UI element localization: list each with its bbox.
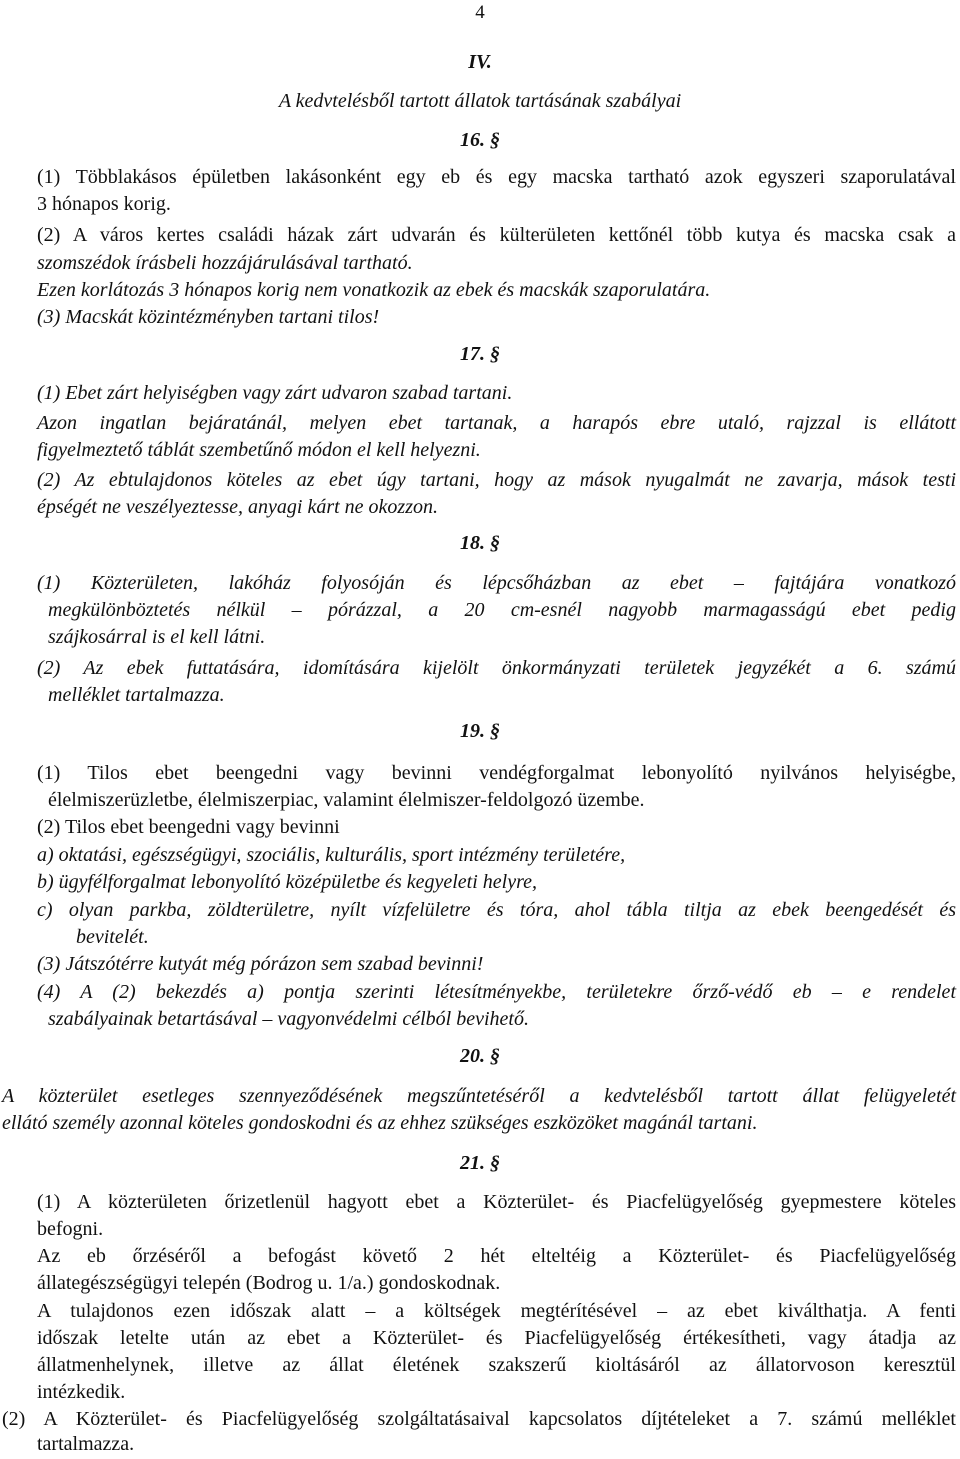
s16-para2-line2: szomszédok írásbeli hozzájárulásával tartható. bbox=[37, 252, 413, 274]
s20-para-line1: A közterület esetleges szennyeződésének megszűntetéséről a kedvtelésből tartott állat felügyeletét bbox=[2, 1085, 956, 1107]
s19-item-c-line1: c) olyan parkba, zöldterületre, nyílt vízfelületre és tóra, ahol tábla tiltja az ebek beengedését és bbox=[37, 899, 956, 921]
s16-para3: (3) Macskát közintézményben tartani tilos! bbox=[37, 306, 380, 328]
section-19-heading: 19. § bbox=[460, 720, 500, 742]
s19-para2: (2) Tilos ebet beengedni vagy bevinni bbox=[37, 816, 340, 838]
s16-para1-line1: (1) Többlakásos épületben lakásonként egy eb és egy macska tartható azok egyszeri szaporulatával bbox=[37, 166, 956, 188]
s16-para2-line3: Ezen korlátozás 3 hónapos korig nem vonatkozik az ebek és macskák szaporulatára. bbox=[37, 279, 711, 301]
s18-para1-line3: szájkosárral is el kell látni. bbox=[48, 626, 266, 648]
chapter-title: A kedvtelésből tartott állatok tartásának szabályai bbox=[278, 90, 682, 112]
s21-para1-line1: (1) A közterületen őrizetlenül hagyott ebet a Közterület- és Piacfelügyelőség gyepmestere köteles bbox=[37, 1191, 956, 1213]
s19-para1-line1: (1) Tilos ebet beengedni vagy bevinni vendégforgalmat lebonyolító nyilvános helyiségbe, bbox=[37, 762, 956, 784]
s21-para2-line1: (2) A Közterület- és Piacfelügyelőség szolgáltatásaival kapcsolatos díjtételeket a 7. számú melléklet bbox=[2, 1408, 956, 1430]
s19-para4-line1: (4) A (2) bekezdés a) pontja szerinti létesítményekbe, területekre őrző-védő eb – e rendelet bbox=[37, 981, 956, 1003]
s17-para2-line1: (2) Az ebtulajdonos köteles az ebet úgy tartani, hogy az mások nyugalmát ne zavarja, mások testi bbox=[37, 469, 956, 491]
s21-para1-line7: állatmenhelynek, illetve az állat életének szakszerű kioltásáról az állatorvoson keresztül bbox=[37, 1354, 956, 1376]
s21-para2-line2: tartalmazza. bbox=[37, 1433, 135, 1455]
s17-para1-line3: figyelmeztető táblát szembetűnő módon el kell helyezni. bbox=[37, 439, 481, 461]
s20-para-line2: ellátó személy azonnal köteles gondoskodni és az ehhez szükséges eszközöket magánál tartani. bbox=[2, 1112, 758, 1134]
s17-para1-line2: Azon ingatlan bejáratánál, melyen ebet tartanak, a harapós ebre utaló, rajzzal is ellátott bbox=[37, 412, 956, 434]
s19-para4-line2: szabályainak betartásával – vagyonvédelmi célból bevihető. bbox=[48, 1008, 529, 1030]
s19-item-c-line2: bevitelét. bbox=[76, 926, 149, 948]
section-17-heading: 17. § bbox=[460, 343, 500, 365]
s19-item-b: b) ügyfélforgalmat lebonyolító középületbe és kegyeleti helyre, bbox=[37, 871, 538, 893]
s21-para1-line2: befogni. bbox=[37, 1218, 104, 1240]
section-21-heading: 21. § bbox=[460, 1152, 500, 1174]
s19-item-a: a) oktatási, egészségügyi, szociális, kulturális, sport intézmény területére, bbox=[37, 844, 626, 866]
s21-para1-line4: állategészségügyi telepén (Bodrog u. 1/a.) gondoskodnak. bbox=[37, 1272, 501, 1294]
s21-para1-line3: Az eb őrzéséről a befogást követő 2 hét elteltéig a Közterület- és Piacfelügyelőség bbox=[37, 1245, 956, 1267]
s18-para1-line2: megkülönböztetés nélkül – pórázzal, a 20 cm-esnél nagyobb marmagasságú ebet pedig bbox=[48, 599, 956, 621]
s18-para2-line1: (2) Az ebek futtatására, idomítására kijelölt önkormányzati területek jegyzékét a 6. számú bbox=[37, 657, 956, 679]
s21-para1-line5: A tulajdonos ezen időszak alatt – a költségek megtérítésével – az ebet kiválthatja. A fenti bbox=[37, 1300, 956, 1322]
section-18-heading: 18. § bbox=[460, 532, 500, 554]
s21-para1-line8: intézkedik. bbox=[37, 1381, 126, 1403]
page-number: 4 bbox=[475, 2, 485, 23]
section-20-heading: 20. § bbox=[460, 1045, 500, 1067]
s16-para1-line2: 3 hónapos korig. bbox=[37, 193, 171, 215]
s18-para2-line2: melléklet tartalmazza. bbox=[48, 684, 225, 706]
section-16-heading: 16. § bbox=[460, 129, 500, 151]
s19-para3: (3) Játszótérre kutyát még pórázon sem szabad bevinni! bbox=[37, 953, 484, 975]
chapter-number: IV. bbox=[468, 51, 492, 73]
s17-para1-line1: (1) Ebet zárt helyiségben vagy zárt udvaron szabad tartani. bbox=[37, 382, 513, 404]
s17-para2-line2: épségét ne veszélyeztesse, anyagi kárt ne okozzon. bbox=[37, 496, 438, 518]
s19-para1-line2: élelmiszerüzletbe, élelmiszerpiac, valamint élelmiszer-feldolgozó üzembe. bbox=[48, 789, 645, 811]
s16-para2-line1: (2) A város kertes családi házak zárt udvarán és külterületen kettőnél több kutya és macska csak a bbox=[37, 224, 956, 246]
s18-para1-line1: (1) Közterületen, lakóház folyosóján és lépcsőházban az ebet – fajtájára vonatkozó bbox=[37, 572, 956, 594]
s21-para1-line6: időszak letelte után az ebet a Közterület- és Piacfelügyelőség értékesítheti, vagy átadja az bbox=[37, 1327, 956, 1349]
